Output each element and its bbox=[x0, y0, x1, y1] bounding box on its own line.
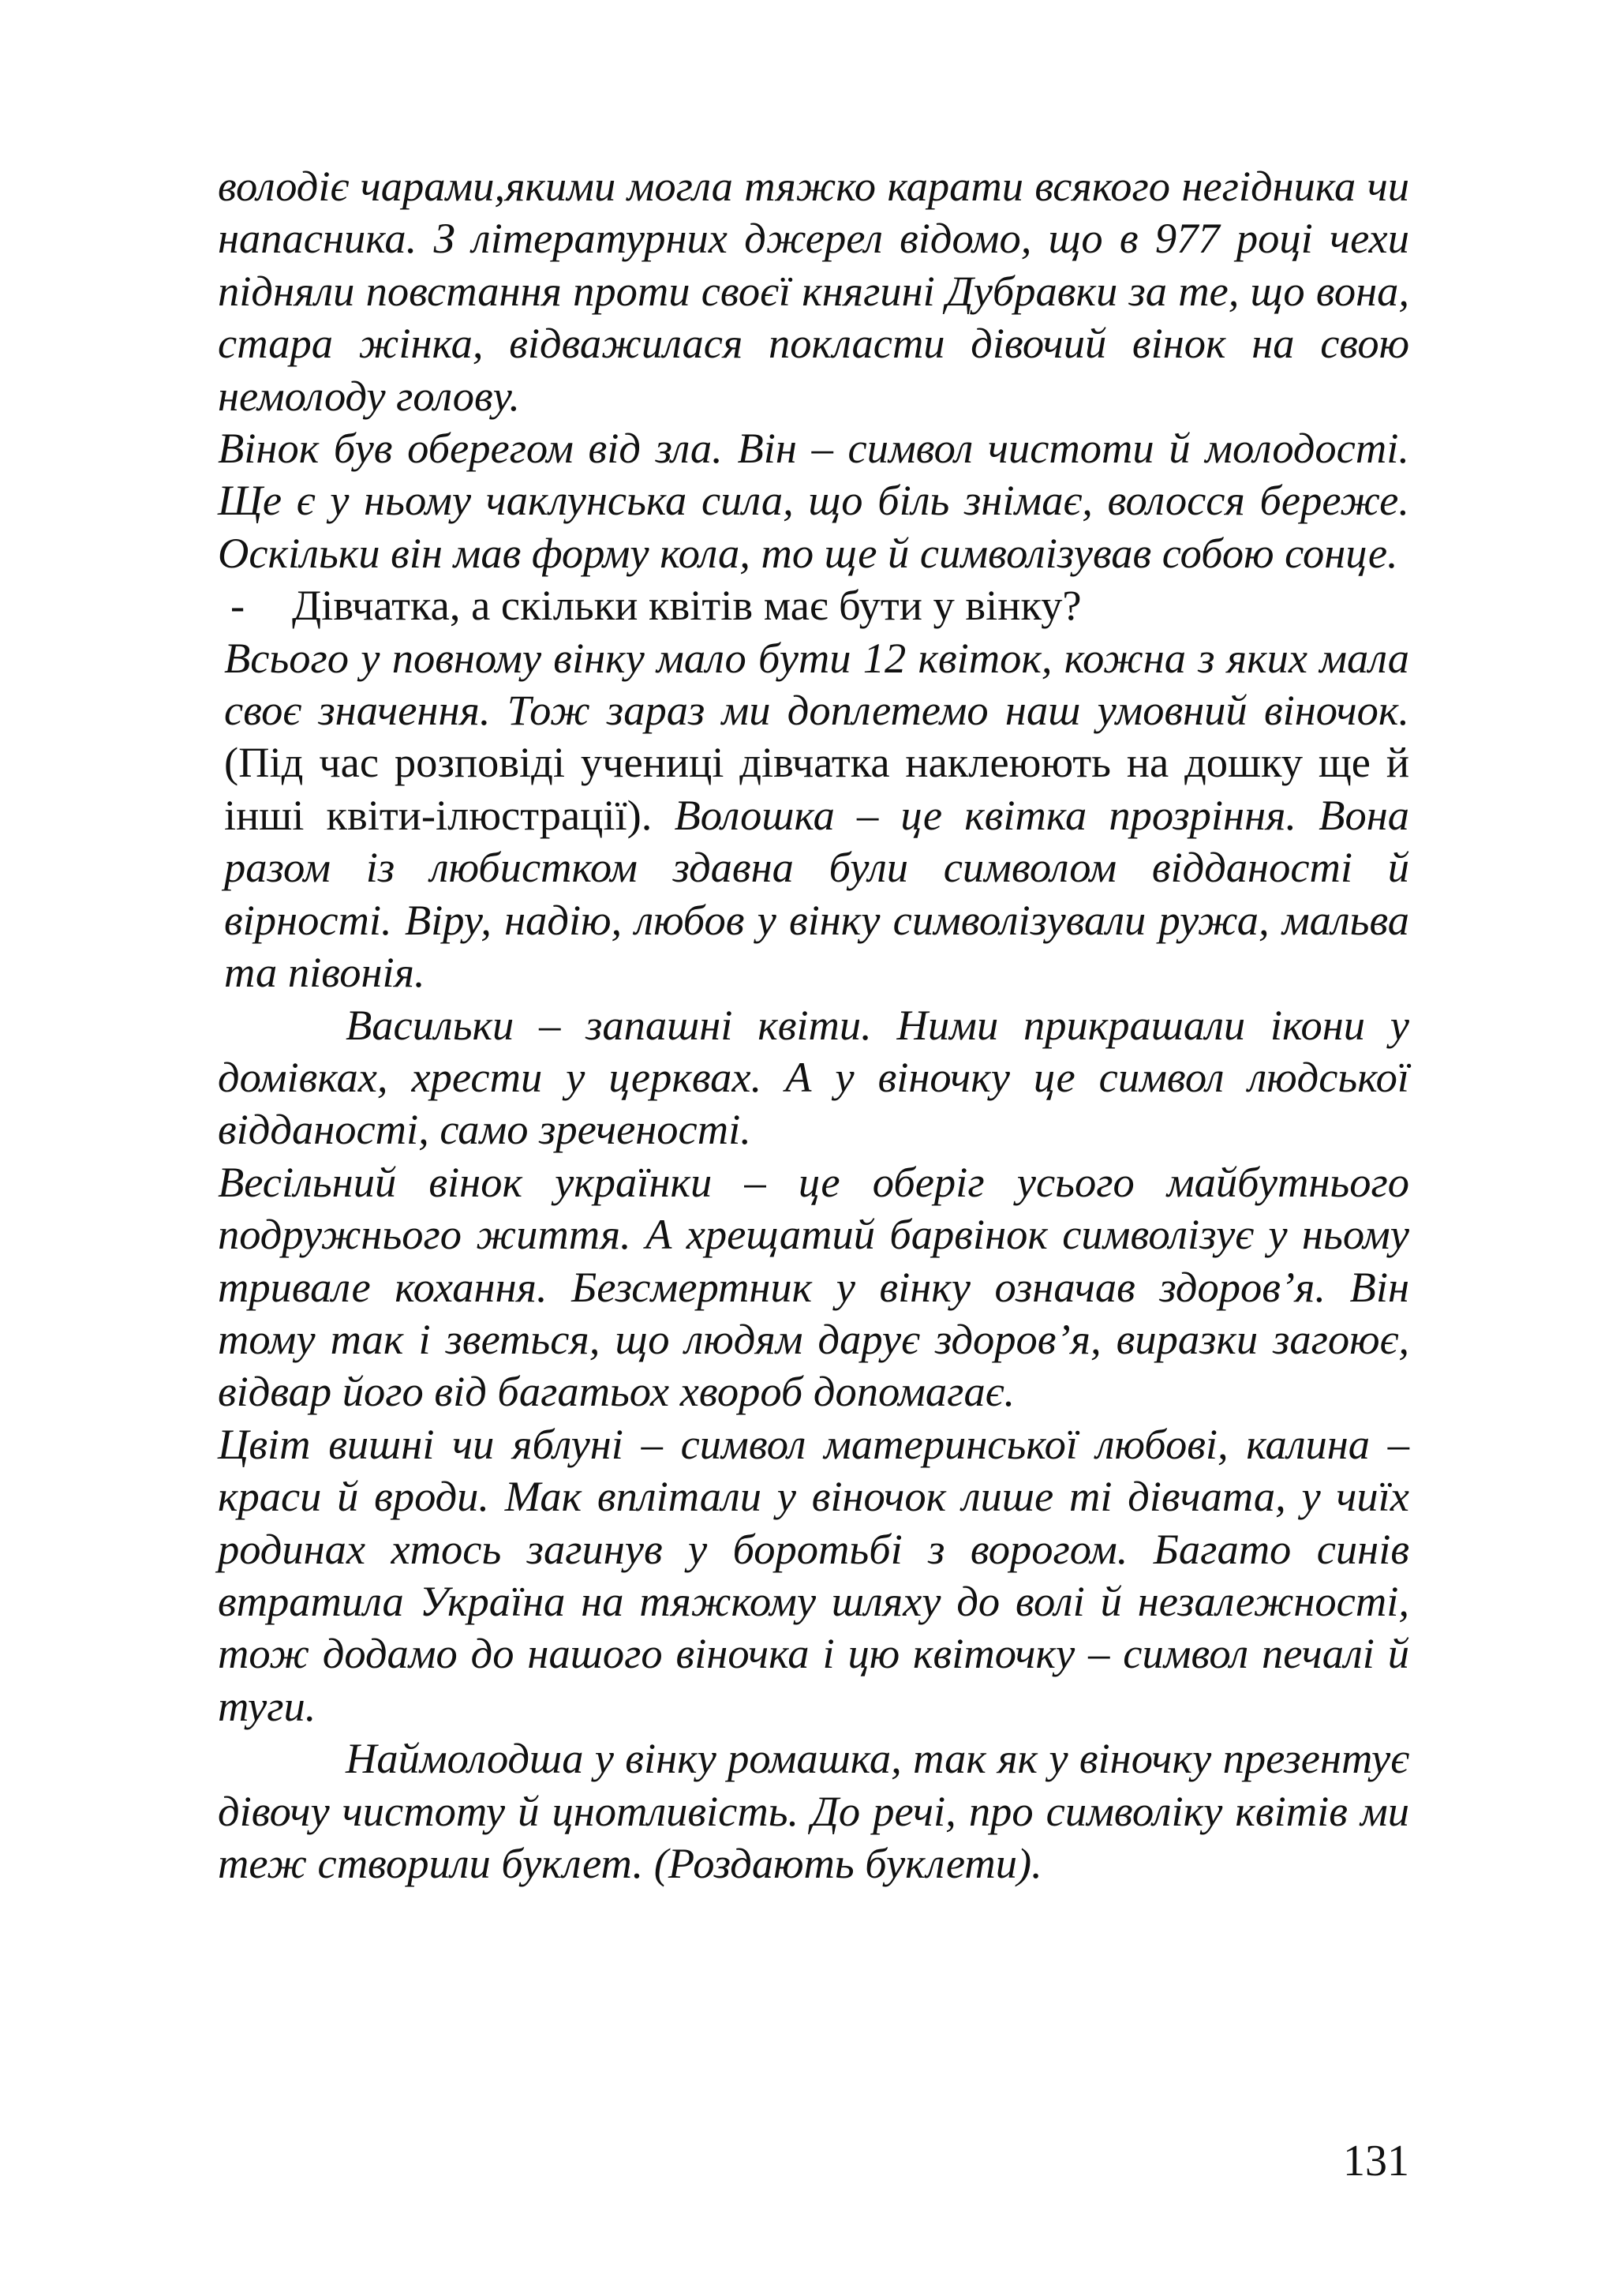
paragraph-text: Волошка – це квітка прозріння. Вона разом із любистком здавна були символом відданості й вірності. Віру, надію, любов у вінку символізували ружа, мальва та півонія. bbox=[224, 790, 1409, 997]
paragraph-chamomile bbox=[218, 1732, 1409, 1890]
stage-direction: (Під час розповіді учениці дівчатка наклеюють на дошку ще й інші квіти-ілюстрації). bbox=[224, 738, 1409, 839]
page-text bbox=[218, 160, 1409, 1890]
paragraph-text: Всього у повному вінку мало бути 12 квіток, кожна з яких мала своє значення. Тож зараз ми доплетемо наш умовний віночок. bbox=[224, 633, 1409, 735]
paragraph-text: Наймолодша у вінку ромашка, так як у віночку презентує дівочу чистоту й цнотливість. До речі, про символіку квітів ми теж створили буклет. (Роздають буклети). bbox=[218, 1734, 1409, 1887]
list-dash: - bbox=[230, 581, 245, 630]
paragraph-text: Весільний вінок українки – це оберіг усього майбутнього подружнього життя. А хрещатий барвінок символізує у ньому тривале кохання. Безсмертник у вінку означав здоров’я. Він тому так і зветься, що людям дарує здоров’я, виразки загоює, відвар його від багатьох хвороб допомагає. bbox=[218, 1157, 1409, 1416]
paragraph-text: володіє чарами,якими могла тяжко карати всякого негідника чи напасника. З літературних джерел відомо, що в 977 році чехи підняли повстання проти своєї княгині Дубравки за те, що вона, стара жінка, відважилася покласти дівочий вінок на свою немолоду голову. bbox=[218, 162, 1409, 420]
paragraph-text: Васильки – запашні квіти. Ними прикрашали ікони у домівках, хрести у церквах. А у віночку це символ людської відданості, само зреченості. bbox=[218, 1000, 1409, 1154]
paragraph-text: Вінок був оберегом від зла. Він – символ чистоти й молодості. Ще є у ньому чаклунська сила, що біль знімає, волосся береже. Оскільки він мав форму кола, то ще й символізував собою сонце. bbox=[218, 424, 1409, 577]
paragraph-text: Цвіт вишні чи яблуні – символ материнської любові, калина – краси й вроди. Мак вплітали у віночок лише ті дівчата, у чиїх родинах хтось загинув у боротьбі з ворогом. Багато синів втратила Україна на тяжкому шляху до волі й незалежності, тож додамо до нашого віночка і цю квіточку – символ печалі й туги. bbox=[218, 1419, 1409, 1730]
paragraph-wreath-amulet bbox=[218, 422, 1409, 579]
paragraph-vasylky bbox=[218, 999, 1409, 1156]
paragraph-cherry-blossom bbox=[218, 1418, 1409, 1732]
question-text: Дівчатка, а скільки квітів має бути у вінку? bbox=[292, 581, 1082, 630]
paragraph-wedding-wreath bbox=[218, 1156, 1409, 1418]
question-line bbox=[218, 579, 1409, 631]
page-number: 131 bbox=[1343, 2137, 1409, 2186]
paragraph-twelve-flowers bbox=[218, 632, 1409, 999]
paragraph-dubravka bbox=[218, 160, 1409, 422]
